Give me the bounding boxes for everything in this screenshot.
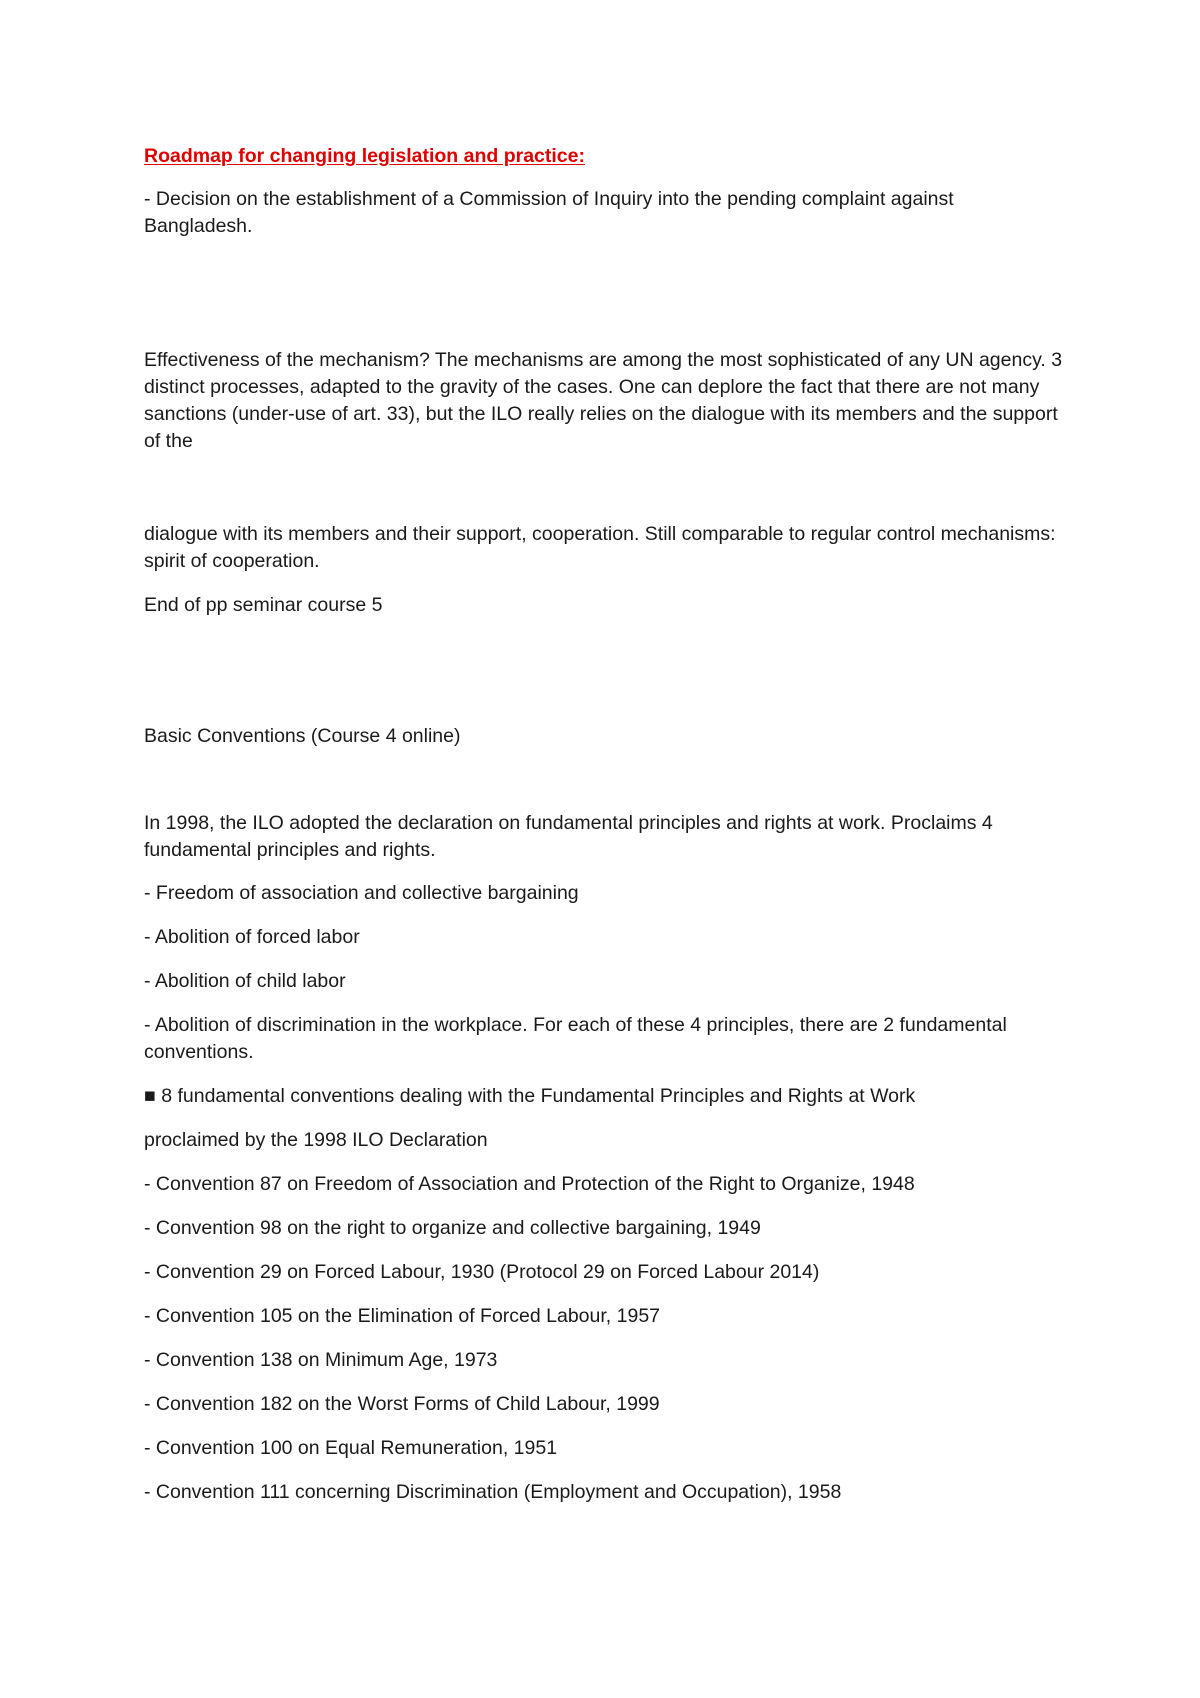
list-item-convention-100: - Convention 100 on Equal Remuneration, 1951 xyxy=(144,1437,558,1459)
list-item-convention-98: - Convention 98 on the right to organize and collective bargaining, 1949 xyxy=(144,1217,761,1239)
paragraph-basic-conventions: Basic Conventions (Course 4 online) xyxy=(144,725,461,747)
paragraph-proclaimed-by: proclaimed by the 1998 ILO Declaration xyxy=(144,1129,488,1151)
list-item-convention-111: - Convention 111 concerning Discrimination (Employment and Occupation), 1958 xyxy=(144,1481,842,1503)
list-item-convention-105: - Convention 105 on the Elimination of Forced Labour, 1957 xyxy=(144,1305,661,1327)
list-item-convention-138: - Convention 138 on Minimum Age, 1973 xyxy=(144,1349,498,1371)
list-item-forced-labor: - Abolition of forced labor xyxy=(144,926,360,948)
section-heading: Roadmap for changing legislation and practice: xyxy=(144,145,585,167)
paragraph-1998-declaration: In 1998, the ILO adopted the declaration on fundamental principles and rights at work. Proclaims 4 fundamental principles and rights. xyxy=(144,812,993,861)
list-item-convention-182: - Convention 182 on the Worst Forms of Child Labour, 1999 xyxy=(144,1393,660,1415)
list-item-convention-29: - Convention 29 on Forced Labour, 1930 (Protocol 29 on Forced Labour 2014) xyxy=(144,1261,820,1283)
paragraph-effectiveness: Effectiveness of the mechanism? The mechanisms are among the most sophisticated of any UN agency. 3 distinct processes, adapted to the gravity of the cases. One can deplore the fact that there are not many sanctions (under-use of art. 33), but the ILO really relies on the dialogue with its members and the support of the xyxy=(144,349,1063,452)
paragraph-eight-conventions: ■ 8 fundamental conventions dealing with the Fundamental Principles and Rights at Work xyxy=(144,1085,916,1107)
paragraph-commission-decision: - Decision on the establishment of a Commission of Inquiry into the pending complaint against Bangladesh. xyxy=(144,188,954,237)
list-item-discrimination: - Abolition of discrimination in the workplace. For each of these 4 principles, there are 2 fundamental conventions. xyxy=(144,1014,1007,1063)
list-item-child-labor: - Abolition of child labor xyxy=(144,970,346,992)
list-item-convention-87: - Convention 87 on Freedom of Association and Protection of the Right to Organize, 1948 xyxy=(144,1173,915,1195)
list-item-freedom-of-association: - Freedom of association and collective bargaining xyxy=(144,882,579,904)
paragraph-dialogue: dialogue with its members and their support, cooperation. Still comparable to regular control mechanisms: spirit of cooperation. xyxy=(144,523,1056,572)
paragraph-end-of-seminar: End of pp seminar course 5 xyxy=(144,594,383,616)
